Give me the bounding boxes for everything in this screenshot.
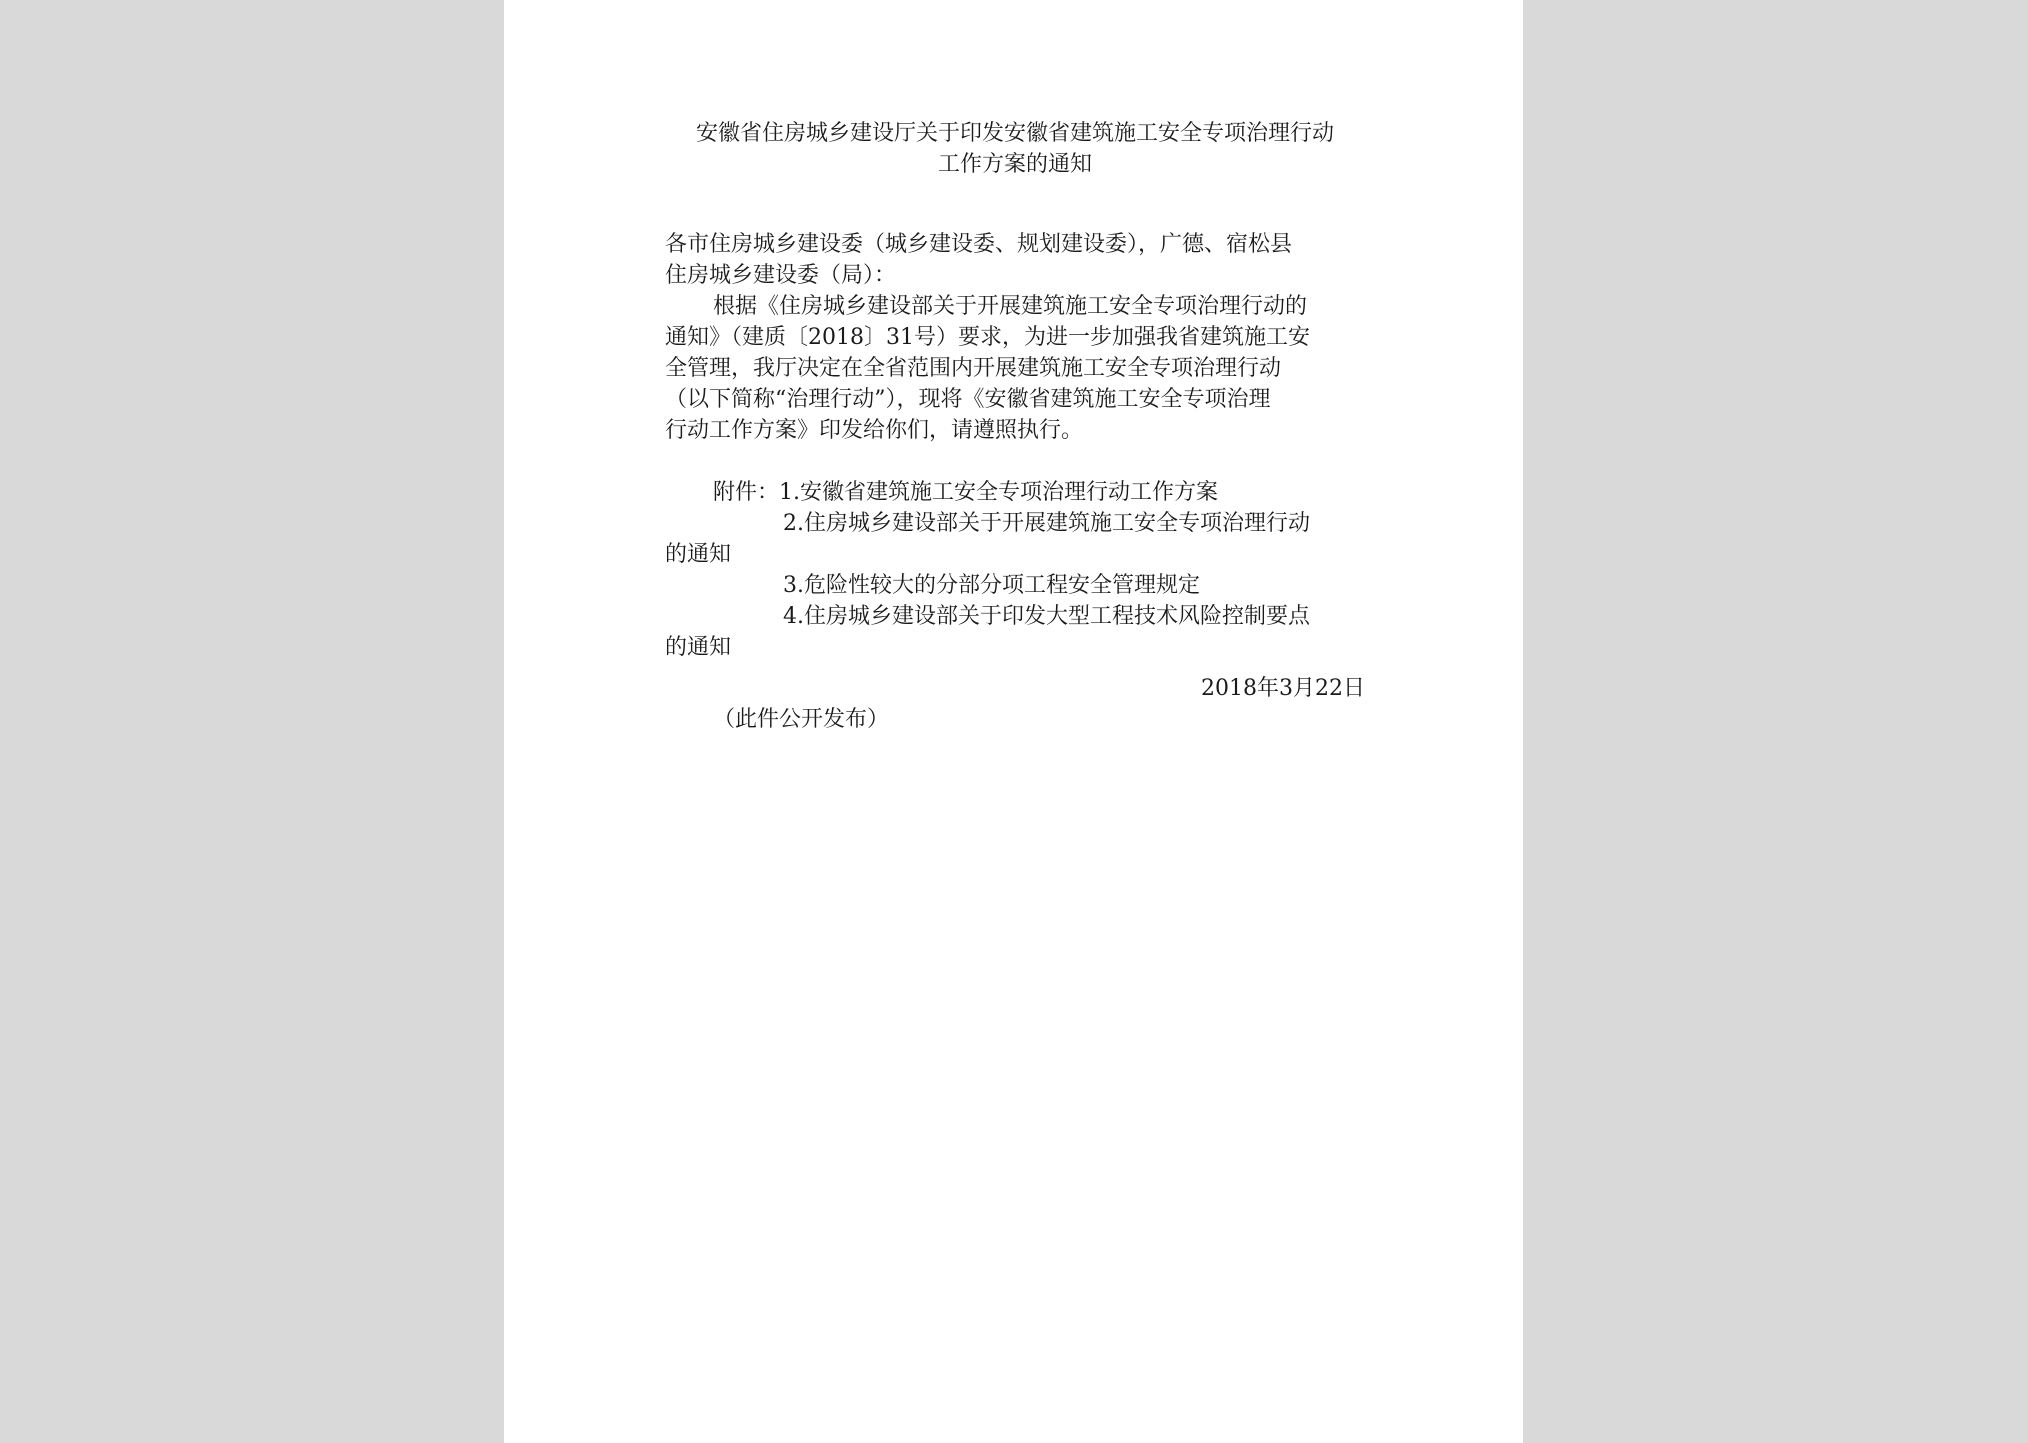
body-line-5: 行动工作方案》印发给你们，请遵照执行。 (665, 418, 1084, 443)
salutation (665, 229, 1365, 291)
body-line-2: 通知》（建质〔2018〕31号）要求，为进一步加强我省建筑施工安 (665, 325, 1310, 350)
salutation-line-2: 住房城乡建设委（局）： (665, 263, 897, 288)
attachment-2-line-1: 2.住房城乡建设部关于开展建筑施工安全专项治理行动 (783, 511, 1310, 536)
publication-note: （此件公开发布） (713, 707, 890, 732)
spacer (665, 446, 1365, 477)
body-line-4: （以下简称“治理行动”），现将《安徽省建筑施工安全专项治理 (665, 387, 1271, 412)
attachment-2-line-2: 的通知 (665, 542, 732, 567)
body-paragraph (665, 291, 1365, 446)
salutation-line-1: 各市住房城乡建设委（城乡建设委、规划建设委），广德、宿松县 (665, 232, 1293, 257)
document-content (665, 118, 1365, 735)
title-line-1: 安徽省住房城乡建设厅关于印发安徽省建筑施工安全专项治理行动 (695, 121, 1334, 146)
attachment-4-line-2: 的通知 (665, 635, 732, 660)
document-page (504, 0, 1523, 1443)
attachment-4-line-1: 4.住房城乡建设部关于印发大型工程技术风险控制要点 (783, 604, 1310, 629)
body-line-3: 全管理，我厅决定在全省范围内开展建筑施工安全专项治理行动 (665, 356, 1282, 381)
body-line-1: 根据《住房城乡建设部关于开展建筑施工安全专项治理行动的 (713, 294, 1308, 319)
attachment-3: 3.危险性较大的分部分项工程安全管理规定 (783, 573, 1200, 598)
attachments-list (665, 477, 1365, 663)
document-title (665, 118, 1365, 180)
document-date: 2018年3月22日 (1201, 676, 1365, 701)
attachment-1: 附件：1.安徽省建筑施工安全专项治理行动工作方案 (713, 480, 1218, 505)
title-line-2: 工作方案的通知 (937, 152, 1092, 177)
